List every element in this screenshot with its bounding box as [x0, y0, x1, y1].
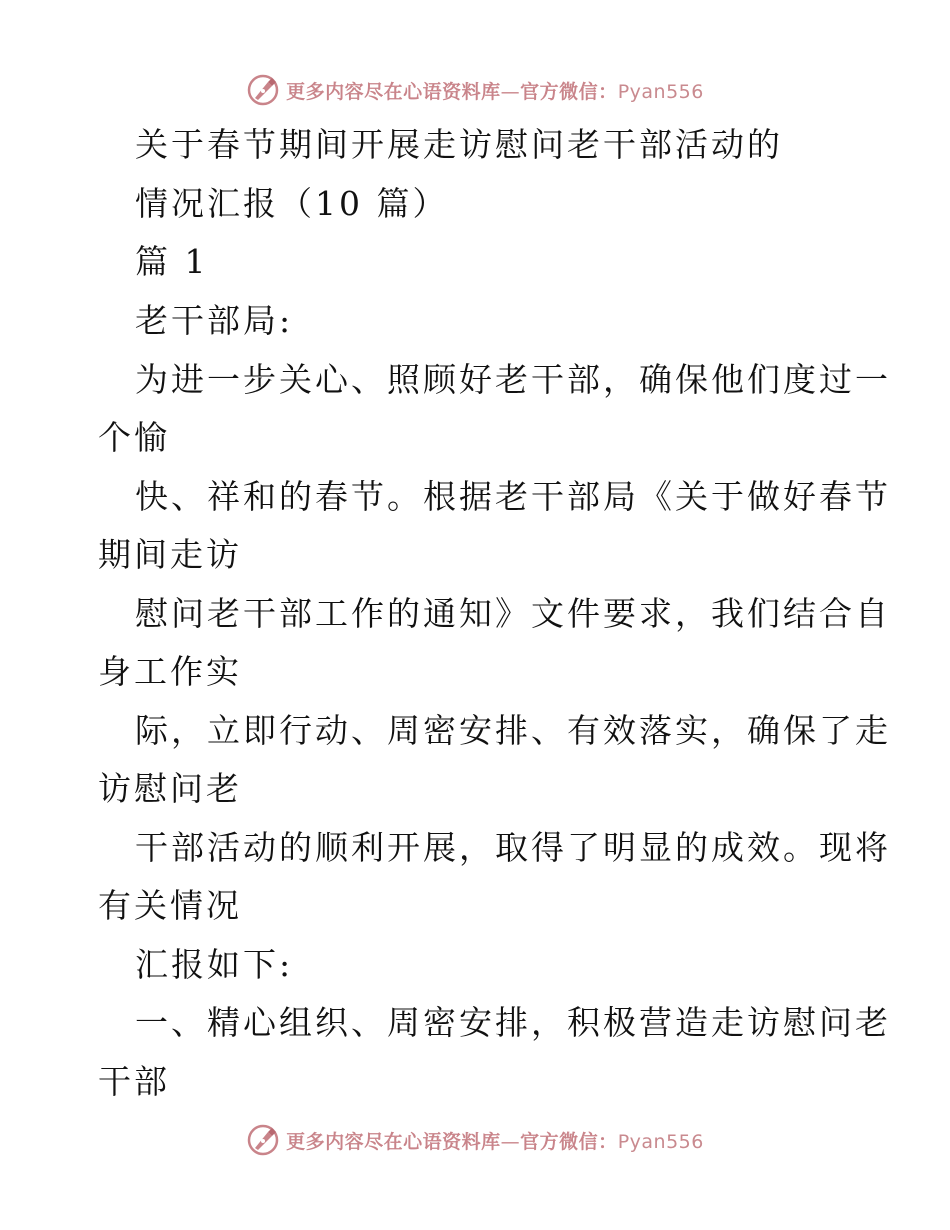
- salutation: 老干部局:: [135, 301, 294, 340]
- watermark-text: 更多内容尽在心语资料库—官方微信：Pyan556: [286, 80, 704, 103]
- body-line: 汇报如下:: [135, 945, 294, 984]
- body-line: 有关情况: [98, 886, 242, 925]
- watermark-text: 更多内容尽在心语资料库—官方微信：Pyan556: [286, 1130, 704, 1153]
- section-label: 篇 1: [135, 242, 209, 281]
- body-line: 干部: [98, 1062, 170, 1101]
- footer-watermark: [0, 1120, 950, 1160]
- body-line: 快、祥和的春节。根据老干部局《关于做好春节: [135, 477, 891, 516]
- body-line: 际，立即行动、周密安排、有效落实，确保了走: [135, 711, 891, 750]
- body-line: 身工作实: [98, 652, 242, 691]
- header-watermark: [0, 70, 950, 110]
- pen-nib-logo-icon: [246, 1123, 280, 1157]
- pen-nib-logo-icon: [246, 73, 280, 107]
- body-line: 期间走访: [98, 535, 242, 574]
- body-line: 个愉: [98, 418, 170, 457]
- body-line: 一、精心组织、周密安排，积极营造走访慰问老: [135, 1003, 891, 1042]
- document-title-line-1: 关于春节期间开展走访慰问老干部活动的: [135, 125, 783, 164]
- body-line: 干部活动的顺利开展，取得了明显的成效。现将: [135, 828, 891, 867]
- body-line: 为进一步关心、照顾好老干部，确保他们度过一: [135, 360, 891, 399]
- body-line: 慰问老干部工作的通知》文件要求，我们结合自: [135, 594, 891, 633]
- document-title-line-2: 情况汇报（10 篇）: [135, 184, 449, 223]
- body-line: 访慰问老: [98, 769, 242, 808]
